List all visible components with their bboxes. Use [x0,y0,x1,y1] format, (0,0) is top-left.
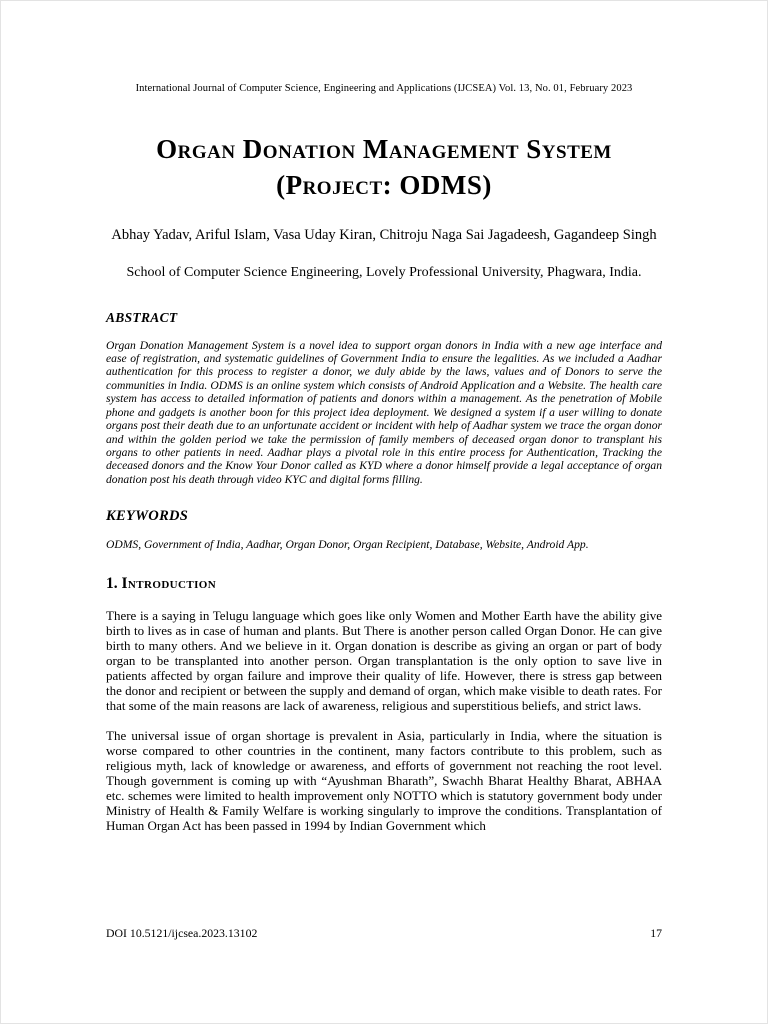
footer-page-number: 17 [650,926,662,940]
keywords-heading: KEYWORDS [106,508,189,525]
introduction-paragraph-1: There is a saying in Telugu language which goes like only Women and Mother Earth have the ability give birth to lives as in case of human and plants. But There is another person called Organ Donor. He can give birth to many others. And we believe in it. Organ donation is describe as giving an organ or part of body organ to be transplanted into another person. Organ transplantation is the only option to save live in patients affected by organ failure and improve their quality of life. However, there is stress gap between the donor and recipient or between the supply and demand of organ, which make visible to death rates. For that some of the main reasons are lack of awareness, religious and superstitious beliefs, and strict laws. [106,608,662,714]
section-heading-introduction [106,575,662,593]
footer-doi: DOI 10.5121/ijcsea.2023.13102 [106,926,258,940]
paper-title-line1: Organ Donation Management System [156,134,612,164]
paper-title-line2: (Project: ODMS) [276,169,492,200]
journal-header: International Journal of Computer Science, Engineering and Applications (IJCSEA) Vol. 13, No. 01, February 2023 [135,83,633,94]
section-title: Introduction [121,575,217,593]
abstract-text: Organ Donation Management System is a novel idea to support organ donors in India with a new age interface and ease of registration, and systematic guidelines of Government India to ensure the legalities. As we included a Aadhar authentication for this process to register a donor, we duly abide by the laws, values and of Donors to serve the communities in India. ODMS is an online system which consists of Android Application and a Website. The health care system has access to detailed information of patients and donors within a management. As the penetration of Mobile phone and gadgets is another boon for this project idea deployment. We designed a system if a user willing to donate organs post their death due to an unfortunate accident or incident with help of Aadhar system we trace the organ donor and within the golden period we take the permission of family members of deceased organ donor to transplant his organs to other patients in need. Aadhar plays a pivotal role in this entire process for Authentication, Tracking the deceased donors and the Know Your Donor called as KYD where a donor himself provide a legal acceptance of organ donation post his death through video KYC and digital forms filling. [106,338,662,486]
keywords-text: ODMS, Government of India, Aadhar, Organ Donor, Organ Recipient, Database, Website, Android App. [106,538,589,552]
section-number: 1. [106,575,118,593]
paper-title [106,132,662,203]
introduction-paragraph-2: The universal issue of organ shortage is prevalent in Asia, particularly in India, where the situation is worse compared to other countries in the continent, many factors contribute to this problem, such as religious myth, lack of knowledge or awareness, and efforts of government not reaching the root level. Though government is coming up with “Ayushman Bharath”, Swachh Bharat Healthy Bharat, ABHAA etc. schemes were limited to health improvement only NOTTO which is statutory government body under Ministry of Health & Family Welfare is working singularly to improve the conditions. Transplantation of Human Organ Act has been passed in 1994 by Indian Government which [106,728,662,834]
abstract-heading: ABSTRACT [106,309,178,325]
page-footer [106,926,662,941]
affiliation: School of Computer Science Engineering, Lovely Professional University, Phagwara, India. [126,264,642,280]
authors: Abhay Yadav, Ariful Islam, Vasa Uday Kiran, Chitroju Naga Sai Jagadeesh, Gagandeep Singh [111,227,657,244]
